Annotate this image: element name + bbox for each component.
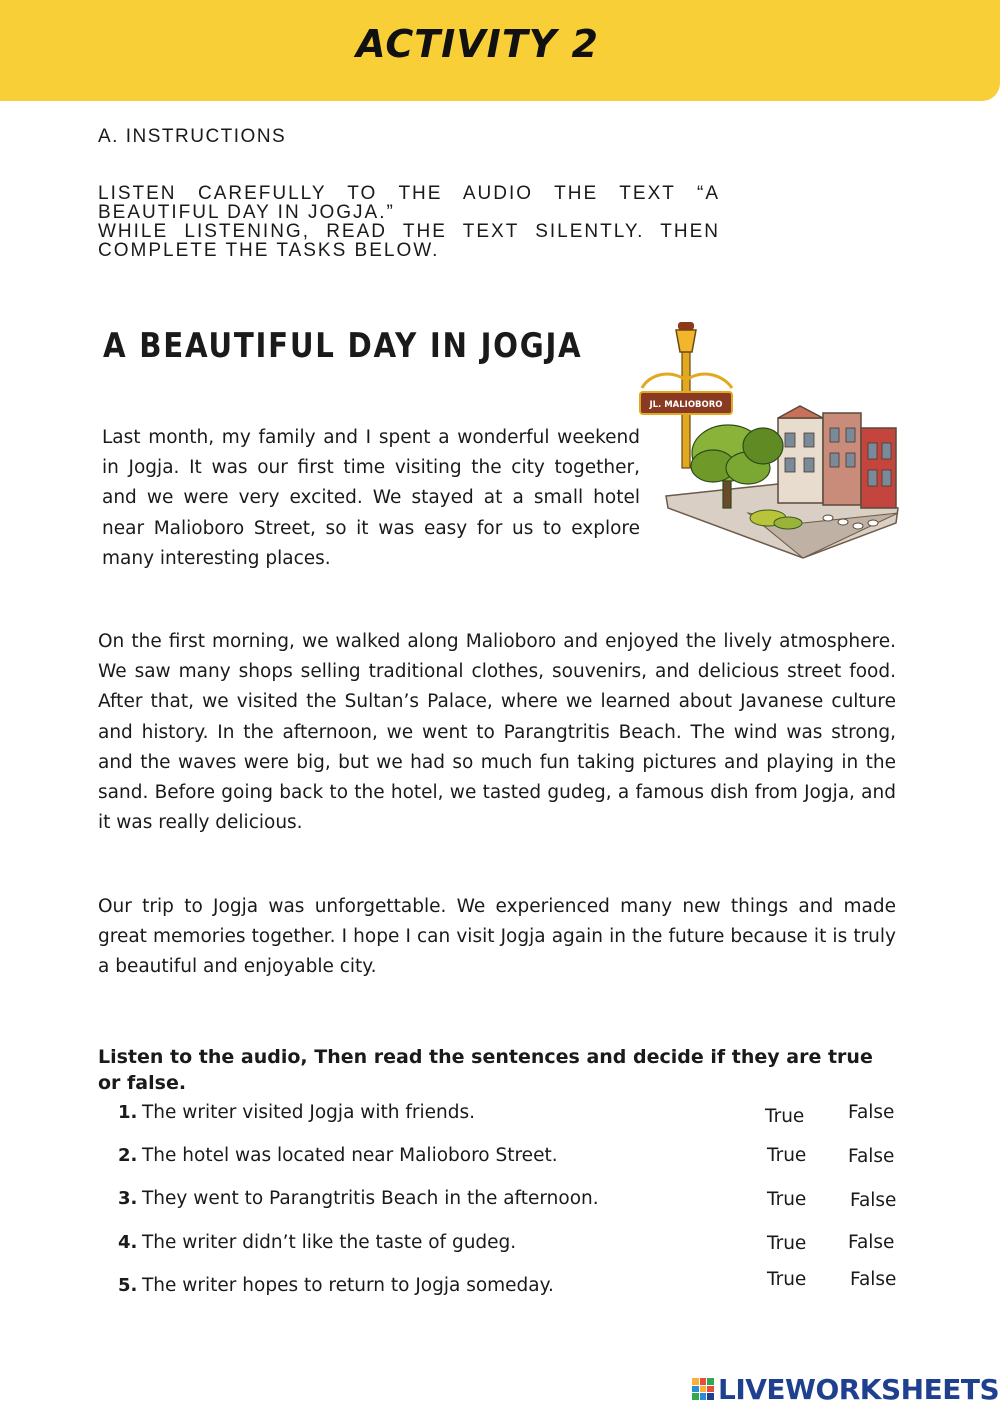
building-roof: [778, 406, 823, 418]
lamp-cap: [678, 322, 694, 330]
question-row: [0, 1145, 1000, 1175]
question-row: [0, 1269, 1000, 1305]
malioboro-illustration: [628, 318, 903, 563]
true-option[interactable]: True: [767, 1233, 807, 1254]
question-row: [0, 1188, 1000, 1218]
liveworksheets-logo: [692, 1374, 999, 1404]
question-number: 1.: [118, 1102, 138, 1123]
instructions-heading: A. INSTRUCTIONS: [98, 126, 287, 147]
true-option[interactable]: True: [767, 1269, 807, 1290]
question-text: The writer didn’t like the taste of gudeg.: [142, 1232, 517, 1253]
question-text: They went to Parangtritis Beach in the afternoon.: [142, 1188, 599, 1209]
false-option[interactable]: False: [848, 1146, 895, 1167]
building-right: [861, 428, 896, 508]
lamp-head: [676, 330, 696, 352]
question-row: [0, 1232, 1000, 1262]
street-sign-label: JL. MALIOBORO: [649, 400, 723, 410]
true-option[interactable]: True: [765, 1106, 805, 1127]
question-text: The writer visited Jogja with friends.: [142, 1102, 476, 1123]
instruction-line: BEAUTIFUL DAY IN JOGJA.”: [98, 202, 395, 223]
story-paragraph-3: Our trip to Jogja was unforgettable. We experienced many new things and made great memories together. I hope I can visit Jogja again in the future because it is truly a beautiful and enjoyable city.: [98, 896, 896, 978]
false-option[interactable]: False: [848, 1102, 895, 1123]
instructions-body: [98, 184, 720, 260]
quiz-prompt: Listen to the audio, Then read the sentences and decide if they are true or false.: [98, 1046, 873, 1094]
instruction-line: COMPLETE THE TASKS BELOW.: [98, 240, 440, 261]
question-row: [0, 1102, 1000, 1132]
instruction-line: WHILE LISTENING, READ THE TEXT SILENTLY. THEN: [98, 221, 720, 242]
question-text: The writer hopes to return to Jogja someday.: [142, 1275, 554, 1296]
true-option[interactable]: True: [767, 1189, 807, 1210]
activity-title: ACTIVITY 2: [356, 22, 599, 66]
true-option[interactable]: True: [767, 1145, 807, 1166]
question-number: 5.: [118, 1275, 138, 1296]
story-paragraph-1: Last month, my family and I spent a wonderful weekend in Jogja. It was our first time visiting the city together, and we were very excited. We stayed at a small hotel near Malioboro Street, so it was easy for us to explore many interesting places.: [102, 427, 640, 569]
false-option[interactable]: False: [850, 1269, 897, 1290]
story-title: A BEAUTIFUL DAY IN JOGJA: [103, 326, 583, 366]
instruction-line: LISTEN CAREFULLY TO THE AUDIO THE TEXT “A: [98, 183, 720, 204]
question-number: 4.: [118, 1232, 138, 1253]
logo-cubes-icon: [692, 1378, 714, 1400]
logo-wordmark: LIVEWORKSHEETS: [718, 1372, 1000, 1406]
false-option[interactable]: False: [850, 1190, 897, 1211]
false-option[interactable]: False: [848, 1232, 895, 1253]
question-number: 2.: [118, 1145, 138, 1166]
question-text: The hotel was located near Malioboro Street.: [142, 1145, 558, 1166]
question-number: 3.: [118, 1188, 138, 1209]
story-paragraph-2: On the first morning, we walked along Malioboro and enjoyed the lively atmosphere. We saw many shops selling traditional clothes, souvenirs, and delicious street food. After that, we visited the Sultan’s Palace, where we learned about Javanese culture and history. In the afternoon, we went to Parangtritis Beach. The wind was strong, and the waves were big, but we had so much fun taking pictures and playing in the sand. Before going back to the hotel, we tasted gudeg, a famous dish from Jogja, and it was really delicious.: [98, 631, 896, 834]
